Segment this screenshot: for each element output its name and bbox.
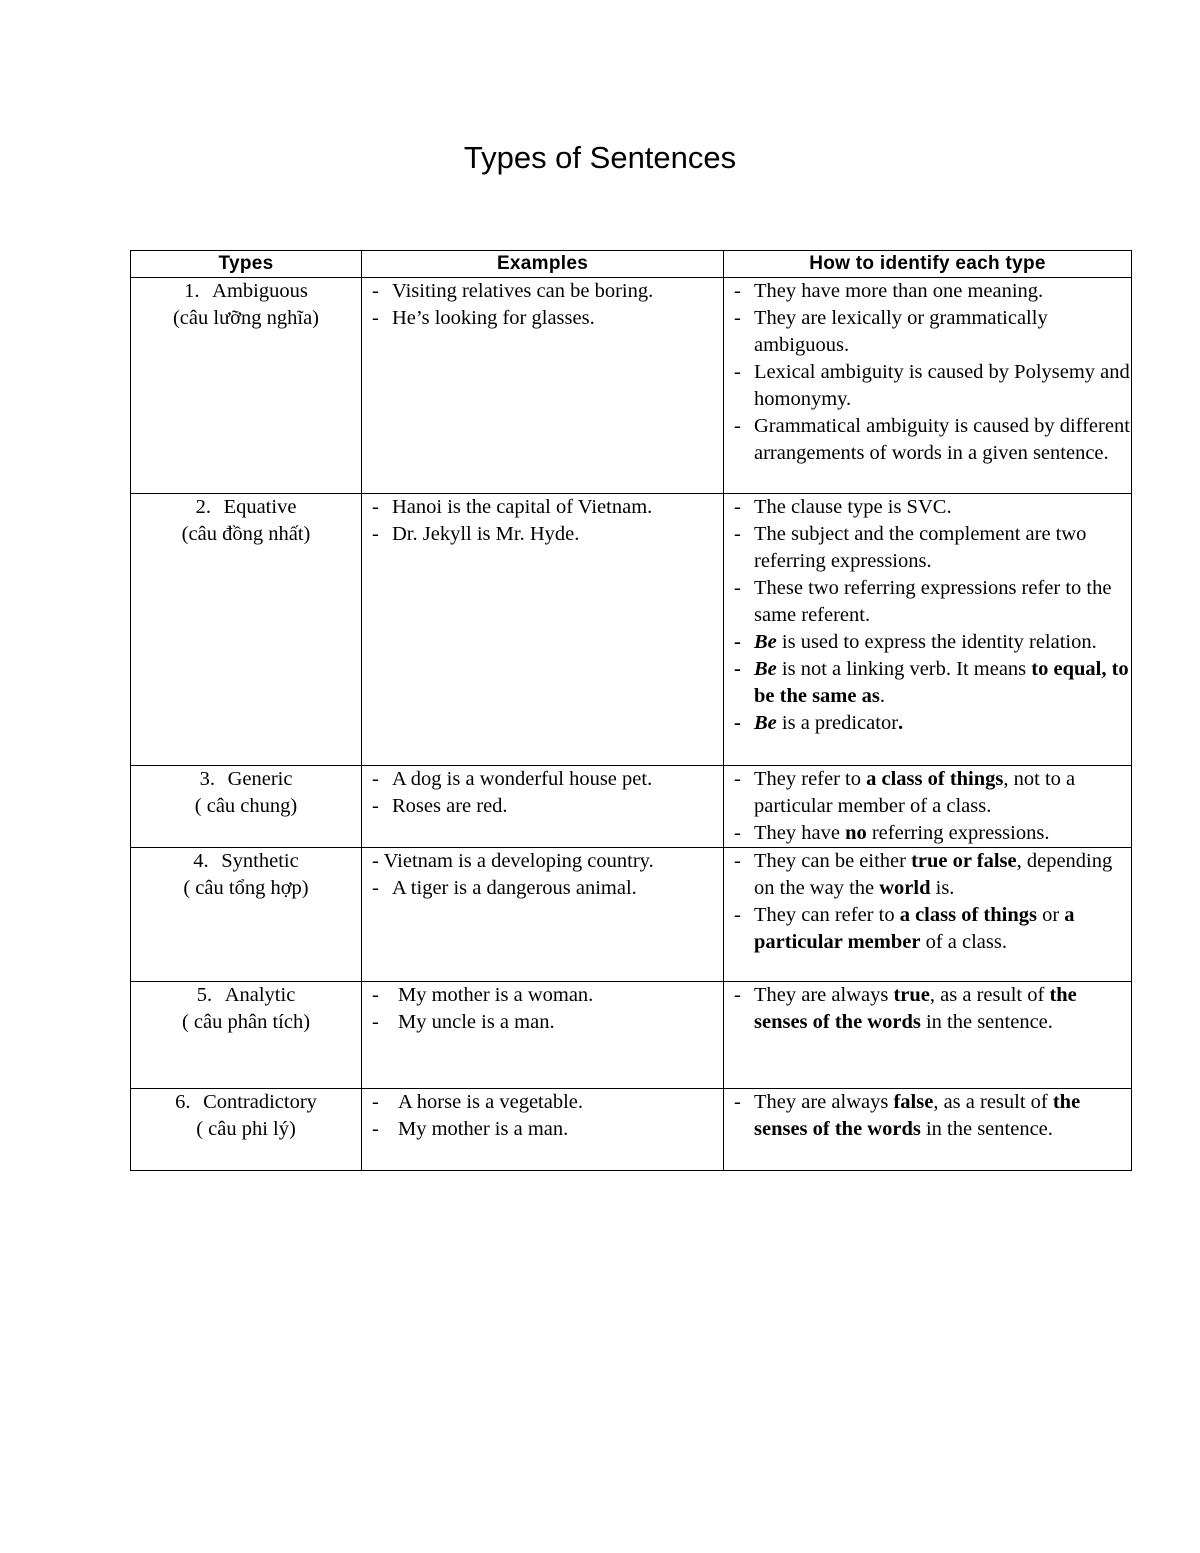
list-item: - Be is not a linking verb. It means to equal, to be the same as. <box>734 658 1129 707</box>
examples-cell <box>362 278 724 494</box>
list-item: - Vietnam is a developing country. <box>372 850 654 872</box>
type-vietnamese: ( câu tổng hợp) <box>183 877 309 899</box>
list-item: - They can be either true or false, depending on the way the world is. <box>734 850 1113 899</box>
rules-cell <box>724 766 1132 848</box>
list-item: - My mother is a woman. <box>372 984 594 1006</box>
list-item: - Grammatical ambiguity is caused by different arrangements of words in a given sentence. <box>734 415 1130 464</box>
type-vietnamese: ( câu phi lý) <box>196 1118 296 1140</box>
header-identify: How to identify each type <box>724 251 1132 278</box>
rules-cell <box>724 848 1132 982</box>
rules-cell <box>724 494 1132 766</box>
list-item: - A dog is a wonderful house pet. <box>372 768 653 790</box>
list-item: - Hanoi is the capital of Vietnam. <box>372 496 653 518</box>
list-item: - Roses are red. <box>372 795 508 817</box>
list-item: - Visiting relatives can be boring. <box>372 280 654 302</box>
rules-cell <box>724 278 1132 494</box>
list-item: - My uncle is a man. <box>372 1011 555 1033</box>
list-item: - They have more than one meaning. <box>734 280 1044 302</box>
table-row <box>131 278 1132 494</box>
type-cell <box>131 766 362 848</box>
list-item: - They are always true, as a result of the senses of the words in the sentence. <box>734 984 1077 1033</box>
type-name: Ambiguous <box>212 280 308 302</box>
list-item: - My mother is a man. <box>372 1118 569 1140</box>
type-vietnamese: (câu lưỡng nghĩa) <box>172 307 320 329</box>
rules-cell <box>724 982 1132 1089</box>
list-item: - A tiger is a dangerous animal. <box>372 877 637 899</box>
header-examples: Examples <box>362 251 724 278</box>
type-vietnamese: ( câu phân tích) <box>181 1011 311 1033</box>
type-name: Synthetic <box>221 850 299 872</box>
type-number: 3. <box>199 768 215 790</box>
list-item: - He’s looking for glasses. <box>372 307 595 329</box>
type-name: Contradictory <box>203 1091 317 1113</box>
examples-cell <box>362 848 724 982</box>
table-row <box>131 982 1132 1089</box>
list-item: - Be is used to express the identity relation. <box>734 631 1097 653</box>
type-number: 4. <box>193 850 209 872</box>
types-table <box>130 250 1132 1171</box>
type-cell <box>131 848 362 982</box>
table-header-row <box>131 251 1132 278</box>
type-vietnamese: (câu đồng nhất) <box>181 523 311 545</box>
list-item: - The clause type is SVC. <box>734 496 952 518</box>
table-row <box>131 494 1132 766</box>
list-item: - The subject and the complement are two referring expressions. <box>734 523 1087 572</box>
type-cell <box>131 494 362 766</box>
type-cell <box>131 1089 362 1171</box>
table-row <box>131 848 1132 982</box>
type-name: Analytic <box>224 984 296 1006</box>
list-item: - Dr. Jekyll is Mr. Hyde. <box>372 523 580 545</box>
list-item: - They have no referring expressions. <box>734 822 1050 844</box>
examples-cell <box>362 766 724 848</box>
page-title: Types of Sentences <box>463 140 737 175</box>
table-row <box>131 1089 1132 1171</box>
table-row <box>131 766 1132 848</box>
examples-cell <box>362 1089 724 1171</box>
list-item: - They are lexically or grammatically ambiguous. <box>734 307 1048 356</box>
list-item: - Be is a predicator. <box>734 712 904 734</box>
rules-cell <box>724 1089 1132 1171</box>
list-item: - A horse is a vegetable. <box>372 1091 584 1113</box>
list-item: - These two referring expressions refer to the same referent. <box>734 577 1112 626</box>
type-name: Equative <box>223 496 297 518</box>
type-vietnamese: ( câu chung) <box>194 795 298 817</box>
type-number: 6. <box>175 1091 191 1113</box>
type-cell <box>131 982 362 1089</box>
type-number: 2. <box>195 496 211 518</box>
list-item: - They refer to a class of things, not to a particular member of a class. <box>734 768 1076 817</box>
type-number: 1. <box>184 280 200 302</box>
list-item: - They can refer to a class of things or a particular member of a class. <box>734 904 1075 953</box>
header-types: Types <box>131 251 362 278</box>
list-item: - Lexical ambiguity is caused by Polysemy and homonymy. <box>734 361 1130 410</box>
examples-cell <box>362 494 724 766</box>
list-item: - They are always false, as a result of the senses of the words in the sentence. <box>734 1091 1081 1140</box>
examples-cell <box>362 982 724 1089</box>
type-cell <box>131 278 362 494</box>
type-name: Generic <box>227 768 293 790</box>
type-number: 5. <box>196 984 213 1006</box>
